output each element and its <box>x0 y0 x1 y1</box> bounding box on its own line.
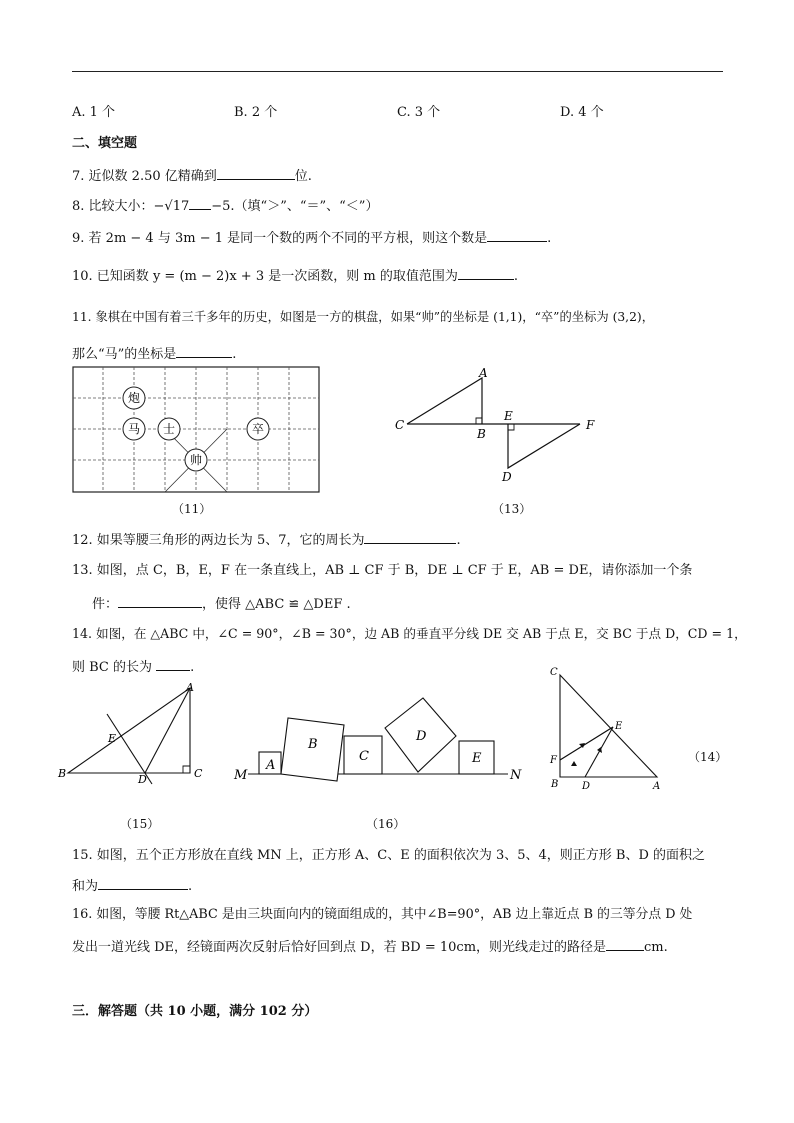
question-8 <box>72 196 378 216</box>
question-13-line1: 13. 如图，点 C，B，E，F 在一条直线上，AB ⊥ CF 于 B，DE ⊥ CF 于 E，AB = DE，请你添加一个条 <box>72 563 693 578</box>
point-label: F <box>586 418 595 432</box>
point-label: N <box>510 768 522 783</box>
q6-option-a: A. 1 个 <box>72 105 116 120</box>
q10-text: 10. 已知函数 y = (m − 2)x + 3 是一次函数，则 m 的取值范围为 <box>72 269 458 284</box>
figure-15-caption: （15） <box>120 817 160 831</box>
point-label: C <box>395 418 405 432</box>
answer-blank[interactable] <box>98 876 188 890</box>
q16-text-end: cm. <box>644 940 668 955</box>
question-9 <box>72 228 551 248</box>
question-14-line2 <box>72 657 194 677</box>
q16-text: 发出一道光线 DE，经镜面两次反射后恰好回到点 D，若 BD = 10cm，则光线走过的路径是 <box>72 940 607 955</box>
point-label: M <box>234 768 248 783</box>
figure-13-caption: （13） <box>492 502 532 516</box>
chess-board-figure <box>72 366 320 494</box>
answer-blank[interactable] <box>487 228 547 242</box>
point-label: F <box>550 755 557 766</box>
answer-blank[interactable] <box>606 937 644 951</box>
point-label: E <box>615 721 623 732</box>
point-label: D <box>138 773 147 786</box>
point-label: D <box>582 781 591 792</box>
piece-label: 帅 <box>189 453 203 467</box>
header-rule <box>72 71 723 72</box>
point-label: B <box>58 767 67 780</box>
q8-text: 8. 比较大小：−√17 <box>72 199 190 214</box>
figure-16 <box>230 696 530 786</box>
question-11-line1: 11. 象棋在中国有着三千多年的历史，如图是一方的棋盘，如果“帅”的坐标是 (1,1)，“卒”的坐标为 (3,2)， <box>72 310 655 324</box>
q10-text-end: . <box>513 269 518 284</box>
point-label: A <box>479 366 488 380</box>
square-label: E <box>472 751 482 766</box>
board-grid <box>73 367 319 492</box>
answer-blank[interactable] <box>364 530 456 544</box>
q14-text: 则 BC 的长为 <box>72 660 153 675</box>
answer-blank[interactable] <box>118 594 202 608</box>
figure-16-caption: （16） <box>366 817 406 831</box>
square-label: B <box>308 737 318 752</box>
square-label: A <box>266 758 276 773</box>
answer-blank[interactable] <box>156 657 190 671</box>
question-15-line1: 15. 如图，五个正方形放在直线 MN 上，正方形 A、C、E 的面积依次为 3、5、4，则正方形 B、D 的面积之 <box>72 848 706 863</box>
question-10 <box>72 266 518 286</box>
point-label: A <box>186 681 194 694</box>
figure-14-caption: （14） <box>688 750 728 764</box>
question-16-line2 <box>72 937 668 957</box>
point-label: B <box>477 427 486 441</box>
question-15-line2 <box>72 876 192 896</box>
q13-text: 件： <box>92 597 119 612</box>
question-13-line2 <box>92 594 351 614</box>
q8-text-end: −5.（填“＞”、“＝”、“＜”） <box>211 199 379 214</box>
point-label: A <box>653 781 661 792</box>
question-11-line2 <box>72 344 236 364</box>
piece-label: 卒 <box>251 422 265 436</box>
q12-text: 12. 如果等腰三角形的两边长为 5、7，它的周长为 <box>72 533 365 548</box>
point-label: E <box>108 732 117 745</box>
figure-14 <box>545 665 675 795</box>
q13-text-end: ，使得 △ABC ≌ △DEF . <box>202 597 351 612</box>
q7-text: 7. 近似数 2.50 亿精确到 <box>72 169 217 184</box>
figure-13 <box>390 362 610 486</box>
q12-text-end: . <box>456 533 461 548</box>
q14-text-end: . <box>190 660 195 675</box>
answer-blank[interactable] <box>176 344 232 358</box>
q11-text-end: . <box>232 347 237 362</box>
answer-blank[interactable] <box>458 266 514 280</box>
figure-15 <box>55 680 215 790</box>
point-label: B <box>551 779 559 790</box>
q7-text-end: 位. <box>294 169 312 184</box>
q6-option-b: B. 2 个 <box>234 105 278 120</box>
point-label: C <box>550 667 558 678</box>
point-label: C <box>194 767 203 780</box>
q6-option-d: D. 4 个 <box>560 105 604 120</box>
piece-label: 炮 <box>127 391 141 405</box>
section-fill-blank-title: 二、填空题 <box>72 136 138 151</box>
q11-text: 那么“马”的坐标是 <box>72 347 177 362</box>
figure-11-caption: （11） <box>172 502 212 516</box>
piece-label: 马 <box>127 422 141 436</box>
q6-option-c: C. 3 个 <box>397 105 441 120</box>
point-label: D <box>502 470 512 484</box>
q15-text-end: . <box>188 879 193 894</box>
point-label: E <box>504 409 513 423</box>
piece-label: 士 <box>162 422 176 436</box>
answer-blank[interactable] <box>189 196 211 210</box>
q9-text: 9. 若 2m − 4 与 3m − 1 是同一个数的两个不同的平方根，则这个数是 <box>72 231 488 246</box>
section-answer-title: 三．解答题（共 10 小题，满分 102 分） <box>72 1004 318 1019</box>
answer-blank[interactable] <box>217 166 295 180</box>
question-16-line1: 16. 如图，等腰 Rt△ABC 是由三块面向内的镜面组成的，其中∠B=90°，AB 边上靠近点 B 的三等分点 D 处 <box>72 907 693 922</box>
q15-text: 和为 <box>72 879 99 894</box>
question-7 <box>72 166 312 186</box>
question-12 <box>72 530 461 550</box>
question-14-line1: 14. 如图，在 △ABC 中，∠C = 90°，∠B = 30°，边 AB 的垂直平分线 DE 交 AB 于点 E，交 BC 于点 D，CD = 1， <box>72 626 747 641</box>
square-label: C <box>359 749 369 764</box>
square-label: D <box>416 729 427 744</box>
q9-text-end: . <box>547 231 552 246</box>
